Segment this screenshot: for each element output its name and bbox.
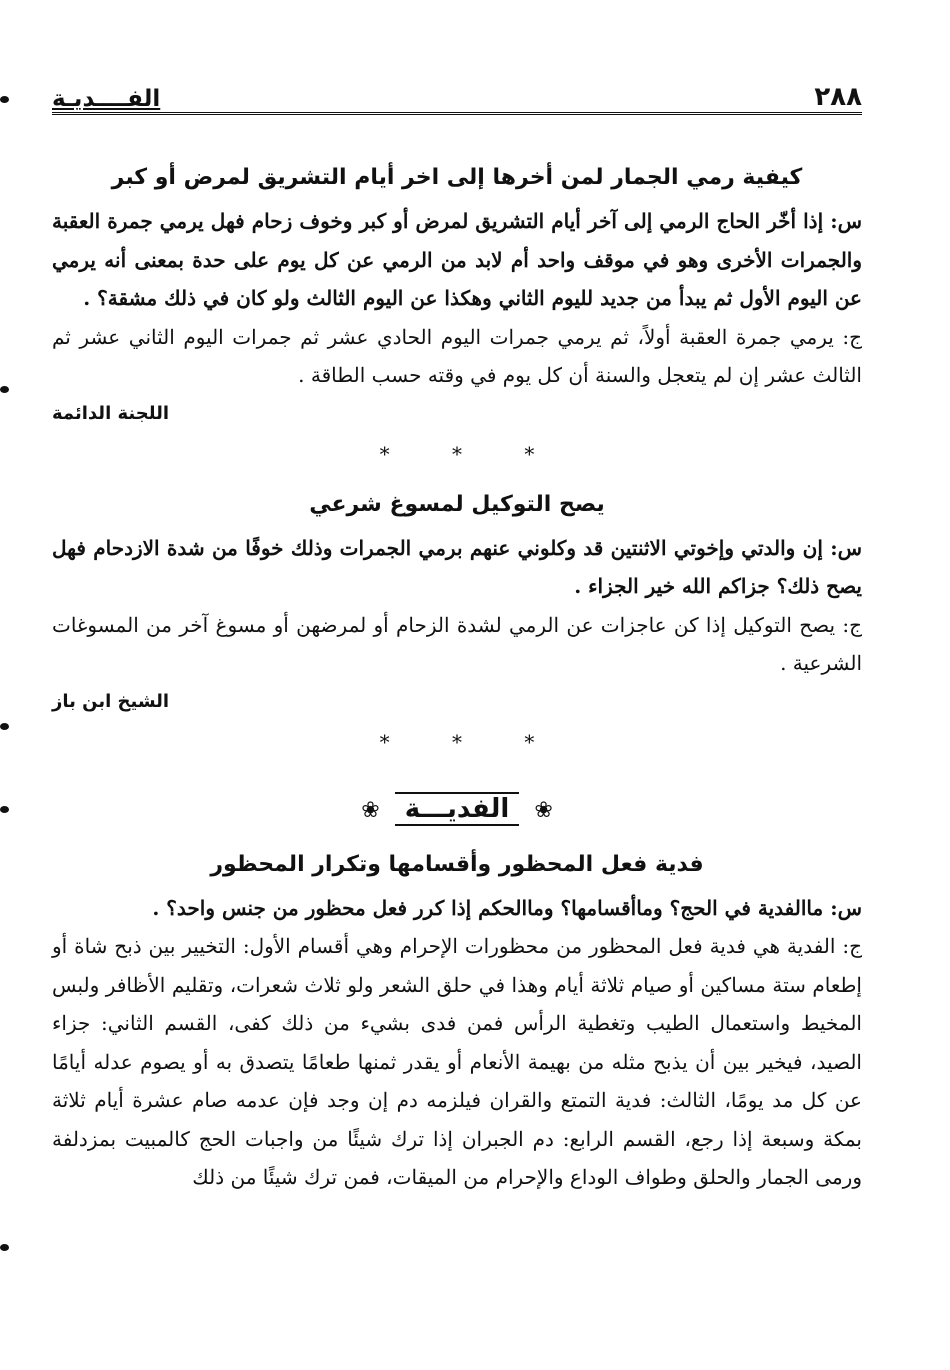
- margin-mark-2: [0, 386, 9, 393]
- section-title: كيفية رمي الجمار لمن أخرها إلى اخر أيام التشريق لمرض أو كبر: [111, 165, 803, 190]
- separator: * * *: [379, 729, 563, 754]
- question-text: س: إن والدتي وإخوتي الاثنتين قد وكلوني عنهم برمي الجمرات وذلك خوفًا من شدة الازدحام فهل يصح ذلك؟ جزاكم الله خير الجزاء .: [52, 535, 862, 598]
- margin-mark-4: [0, 806, 9, 813]
- section-title: يصح التوكيل لمسوغ شرعي: [309, 491, 605, 517]
- chapter-heading: [52, 792, 862, 826]
- signature: الشيخ ابن باز: [52, 690, 170, 712]
- answer-text: ج: يصح التوكيل إذا كن عاجزات عن الرمي لشدة الزحام أو لمرضهن أو مسوغ آخر من المسوغات الشرعية .: [52, 612, 862, 675]
- margin-mark-3: [0, 723, 9, 730]
- margin-mark-1: [0, 96, 9, 103]
- signature: اللجنة الدائمة: [52, 402, 170, 424]
- page-header: [52, 70, 862, 115]
- section-2: [52, 492, 862, 712]
- ornament-icon: ❀: [534, 797, 553, 823]
- question-text: س: ماالفدية في الحج؟ وماأقسامها؟ وماالحكم إذا كرر فعل محظور من جنس واحد؟ .: [152, 895, 862, 920]
- chapter-title: الفديـــة: [395, 792, 520, 826]
- answer-text: ج: الفدية هي فدية فعل المحظور من محظورات الإحرام وهي أقسام الأول: التخيير بين ذبح شاة أو إطعام ستة مساكين أو صيام ثلاثة أيام وهذا في حلق الشعر ولو ثلاث شعرات، وتقليم الأظافر ولبس المخيط واستعمال الطيب وتغطية الرأس فمن فدى بشيء من ذلك كفى، القسم الثاني: جزاء الصيد، فيخير بين أن يذبح مثله من بهيمة الأنعام أو يقدر ثمنها طعامًا يتصدق به أو يصوم عدله أيامًا عن كل مد يومًا، الثالث: فدية التمتع والقران فيلزمه دم إن وجد فإن عدمه صام عشرة أيام ثلاثة بمكة وسبعة إذا رجع، القسم الرابع: دم الجبران إذا ترك شيئًا من واجبات الحج كالمبيت بمزدلفة ورمى الجمار والحلق وطواف الوداع والإحرام من الميقات، فمن ترك شيئًا من ذلك: [52, 934, 862, 1189]
- section-title: فدية فعل المحظور وأقسامها وتكرار المحظور: [210, 851, 704, 877]
- running-title: الفــــديـة: [52, 86, 161, 112]
- question-text: س: إذا أخّر الحاج الرمي إلى آخر أيام التشريق لمرض أو كبر وخوف زحام فهل يرمي جمرة العقبة والجمرات الأخرى وهو في موقف واحد أم لابد من الرمي عن كل يوم على حدة بمعنى أنه يرمي عن اليوم الأول ثم يبدأ من جديد لليوم الثاني وهكذا عن اليوم الثالث ولو كان في ذلك مشقة؟ .: [52, 209, 862, 310]
- page: [52, 70, 862, 1197]
- answer-text: ج: يرمي جمرة العقبة أولاً، ثم يرمي جمرات اليوم الحادي عشر ثم جمرات اليوم الثاني عشر ثم الثالث عشر إن لم يتعجل والسنة أن كل يوم في وقته حسب الطاقة .: [52, 324, 862, 387]
- margin-mark-5: [0, 1244, 9, 1251]
- section-1: [52, 165, 862, 424]
- separator: * * *: [379, 441, 563, 466]
- ornament-icon: ❀: [361, 797, 380, 823]
- section-3: [52, 852, 862, 1197]
- page-number: ٢٨٨: [814, 82, 862, 112]
